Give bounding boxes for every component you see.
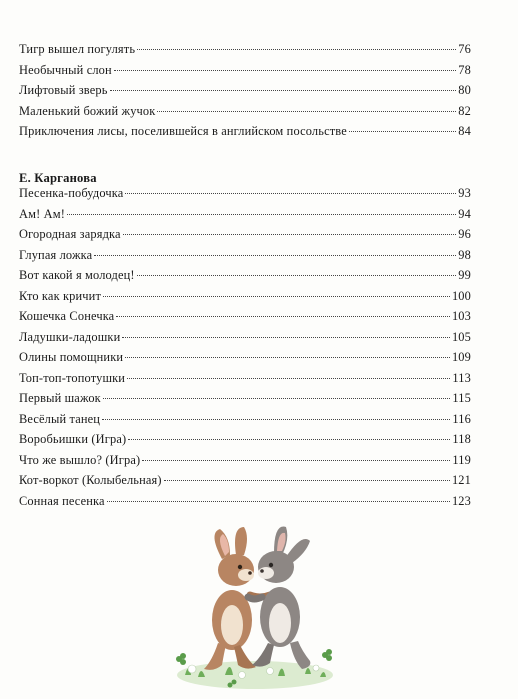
toc-leader-dots [137, 275, 457, 276]
toc-entry-title: Ам! Ам! [19, 206, 65, 221]
toc-leader-dots [116, 316, 450, 317]
toc-entry-page-number: 84 [458, 124, 471, 138]
toc-leader-dots [123, 234, 457, 235]
toc-entry [19, 289, 471, 310]
toc-entry-title: Приключения лисы, поселившейся в английском посольстве [19, 124, 347, 138]
toc-entry [19, 83, 471, 104]
toc-leader-dots [137, 49, 456, 50]
toc-entry-page-number: 76 [458, 42, 471, 56]
toc-entry-title: Тигр вышел погулять [19, 42, 136, 56]
toc-leader-dots [349, 131, 456, 132]
toc-leader-dots [164, 480, 450, 481]
toc-entry [19, 124, 471, 145]
toc-leader-dots [67, 214, 456, 215]
toc-entry-title: Кошечка Сонечка [19, 309, 115, 323]
toc-entry [19, 227, 471, 248]
toc-entry-page-number: 78 [458, 62, 471, 77]
toc-entry-page-number: 123 [451, 493, 471, 508]
toc-entry-page-number: 116 [452, 411, 471, 426]
toc-entry-page-number: 113 [452, 370, 471, 385]
toc-leader-dots [142, 460, 450, 461]
toc-entry-page-number: 121 [451, 473, 471, 487]
toc-leader-dots [125, 193, 456, 194]
toc-section-2 [19, 186, 471, 514]
toc-entry-title: Маленький божий жучок [19, 103, 156, 118]
toc-entry [19, 391, 471, 412]
toc-leader-dots [107, 501, 450, 502]
toc-leader-dots [94, 255, 456, 256]
toc-entry-title: Необычный слон [19, 62, 112, 77]
toc-entry-page-number: 118 [452, 432, 471, 446]
toc-entry [19, 412, 471, 433]
grey-rabbit [248, 527, 310, 669]
toc-entry [19, 104, 471, 125]
toc-entry [19, 473, 471, 494]
toc-entry [19, 453, 471, 474]
toc-entry-title: Топ-топ-топотушки [19, 370, 126, 385]
toc-entry-page-number: 109 [451, 350, 471, 364]
toc-entry-page-number: 105 [451, 329, 471, 344]
toc-entry [19, 371, 471, 392]
toc-leader-dots [103, 398, 451, 399]
toc-entry-title: Вот какой я молодец! [19, 268, 135, 282]
dancing-rabbits-icon [170, 525, 340, 695]
toc-leader-dots [110, 90, 457, 91]
toc-entry-page-number: 103 [451, 309, 471, 323]
toc-entry-page-number: 94 [458, 206, 471, 221]
toc-section-1 [19, 42, 471, 145]
toc-entry-page-number: 93 [458, 186, 471, 200]
toc-entry [19, 309, 471, 330]
toc-leader-dots [128, 439, 450, 440]
toc-entry [19, 494, 471, 515]
toc-entry-page-number: 96 [458, 227, 471, 241]
toc-leader-dots [103, 296, 450, 297]
toc-entry [19, 268, 471, 289]
toc-leader-dots [125, 357, 450, 358]
toc-entry-page-number: 98 [458, 247, 471, 262]
toc-entry-title: Ладушки-ладошки [19, 329, 121, 344]
toc-entry [19, 207, 471, 228]
toc-entry-title: Сонная песенка [19, 493, 105, 508]
toc-leader-dots [114, 70, 456, 71]
toc-entry-title: Воробьишки (Игра) [19, 432, 127, 446]
toc-entry-page-number: 80 [458, 83, 471, 97]
toc-entry-title: Олины помощники [19, 350, 124, 364]
toc-entry-page-number: 119 [452, 452, 471, 467]
toc-leader-dots [127, 378, 450, 379]
toc-entry [19, 186, 471, 207]
toc-entry [19, 350, 471, 371]
toc-entry-title: Песенка-побудочка [19, 186, 124, 200]
section-author-heading: Е. Карганова [19, 171, 97, 185]
toc-entry-title: Что же вышло? (Игра) [19, 452, 141, 467]
toc-leader-dots [102, 419, 450, 420]
toc-leader-dots [122, 337, 450, 338]
toc-entry [19, 330, 471, 351]
toc-entry-page-number: 115 [452, 391, 471, 405]
toc-entry-title: Кот-воркот (Колыбельная) [19, 473, 162, 487]
toc-entry-page-number: 100 [451, 288, 471, 303]
toc-entry [19, 63, 471, 84]
toc-entry-title: Лифтовый зверь [19, 83, 108, 97]
toc-entry-title: Весёлый танец [19, 411, 101, 426]
toc-entry-page-number: 99 [458, 268, 471, 282]
toc-entry [19, 248, 471, 269]
toc-entry-page-number: 82 [458, 103, 471, 118]
toc-entry-title: Огородная зарядка [19, 227, 121, 241]
toc-entry [19, 432, 471, 453]
toc-entry [19, 42, 471, 63]
toc-entry-title: Первый шажок [19, 391, 101, 405]
toc-leader-dots [157, 111, 456, 112]
toc-entry-title: Глупая ложка [19, 247, 93, 262]
toc-entry-title: Кто как кричит [19, 288, 102, 303]
